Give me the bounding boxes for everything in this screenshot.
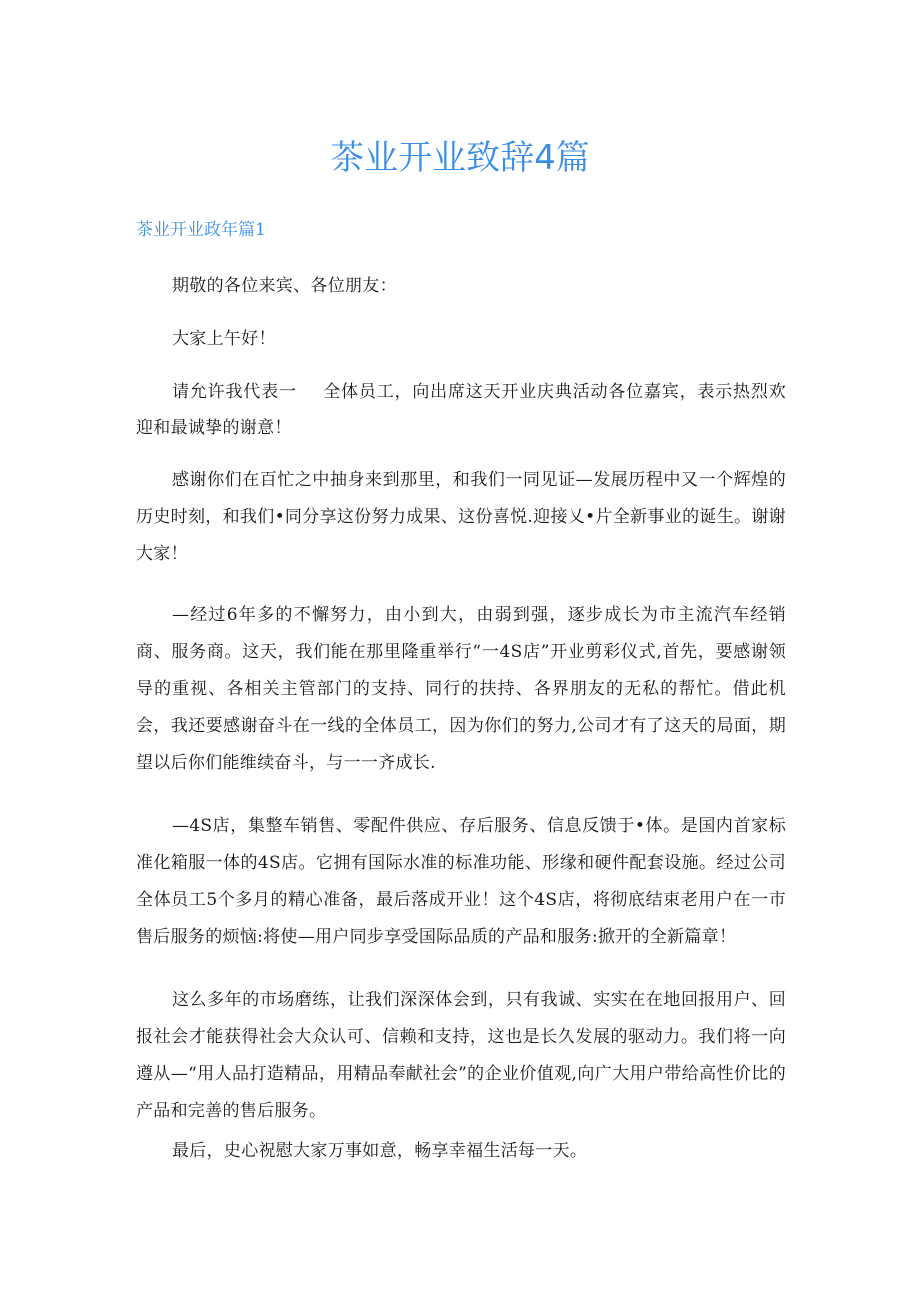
paragraph-good-morning: 大家上午好！	[172, 329, 276, 349]
paragraph-4s-store: —4S店，集整车销售、零配件供应、存后服务、信息反馈于•体。是国内首家标准化箱服一体的4S店。它拥有国际水准的标准功能、形缘和硬件配套设施。经过公司全体员工5个多月的精心准备，最后落成开业！这个4S店，将彻底结束老用户在一市售后服务的烦恼:将使—用户同步享受国际品质的产品和服务:掀开的全新篇章！	[136, 816, 786, 947]
paragraph-greeting: 期敬的各位来宾、各位朋友：	[172, 276, 397, 296]
paragraph-welcome-part-a: 请允许我代表一	[172, 382, 297, 402]
paragraph-welcome-part-b: 全体员工，向出席这天开业庆典活动各位嘉宾，表示热烈欢迎和最诚挚的谢意！	[136, 382, 786, 438]
document-title: 茶业开业致辞4篇	[330, 138, 590, 178]
paragraph-thanks: 感谢你们在百忙之中抽身来到那里，和我们一同见证—发展历程中又一个辉煌的历史时刻，和我们•同分享这份努力成果、这份喜悦.迎接乂•片全新事业的诞生。谢谢大家！	[136, 470, 786, 564]
paragraph-values: 这么多年的市场磨练，让我们深深体会到，只有我诚、实实在在地回报用户、回报社会才能获得社会大众认可、信赖和支持，这也是长久发展的驱动力。我们将一向遵从—“用人品打造精品，用精品奉献社会”的企业价值观,向广大用户带给高性价比的产品和完善的售后服务。	[136, 990, 786, 1121]
paragraph-closing: 最后，史心祝慰大家万事如意，畅享幸福生活每一天。	[172, 1141, 588, 1161]
paragraph-history: —经过6年多的不懈努力，由小到大，由弱到强，逐步成长为市主流汽车经销商、服务商。这天，我们能在那里隆重举行“一4S店”开业剪彩仪式,首先，要感谢领导的重视、各相关主管部门的支持、同行的扶持、各界朋友的无私的帮忙。借此机会，我还要感谢奋斗在一线的全体员工，因为你们的努力,公司才有了这天的局面，期望以后你们能维续奋斗，与一一齐成长.	[136, 605, 786, 773]
paragraph-welcome	[136, 374, 786, 446]
section-heading: 茶业开业政年篇1	[136, 220, 266, 240]
